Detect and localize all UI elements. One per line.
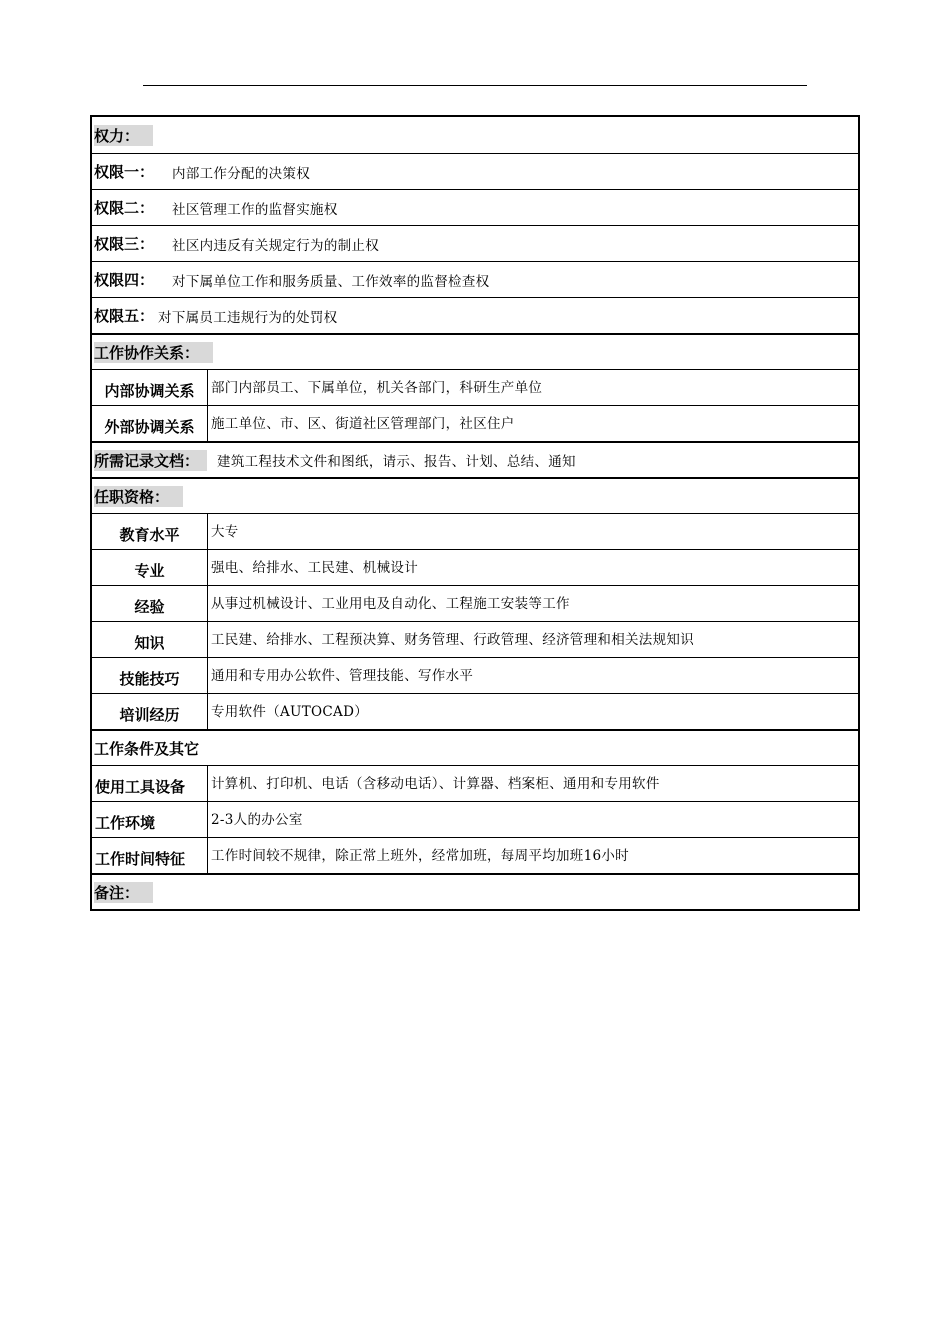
qualifications-title: 任职资格： <box>94 486 183 507</box>
cooperation-row <box>92 405 858 441</box>
cooperation-value: 施工单位、市、区、街道社区管理部门，社区住户 <box>211 415 515 432</box>
records-value: 建筑工程技术文件和图纸，请示、报告、计划、总结、通知 <box>217 454 576 470</box>
condition-row <box>92 837 858 873</box>
qualification-label: 知识 <box>134 635 165 652</box>
remarks-label: 备注： <box>94 882 153 903</box>
authority-row <box>92 261 858 297</box>
qualification-value: 强电、给排水、工民建、机械设计 <box>211 559 418 576</box>
authority-title-row <box>92 117 858 153</box>
qualification-row <box>92 693 858 729</box>
condition-label: 使用工具设备 <box>95 779 186 796</box>
authority-text: 对下属员工违规行为的处罚权 <box>158 309 338 326</box>
qualification-label: 培训经历 <box>119 707 180 724</box>
qualification-value: 通用和专用办公软件、管理技能、写作水平 <box>211 667 474 684</box>
header-rule <box>143 85 807 86</box>
qualification-row <box>92 621 858 657</box>
authority-row <box>92 225 858 261</box>
cooperation-title-row <box>92 333 858 369</box>
authority-row <box>92 189 858 225</box>
job-description-table <box>90 115 860 911</box>
qualification-row <box>92 585 858 621</box>
condition-label: 工作环境 <box>95 815 156 832</box>
authority-label: 权限四： <box>94 272 155 289</box>
qualification-label: 技能技巧 <box>119 671 180 688</box>
qualification-label: 经验 <box>134 599 165 616</box>
condition-value: 计算机、打印机、电话（含移动电话）、计算器、档案柜、通用和专用软件 <box>211 775 660 792</box>
cooperation-label: 内部协调关系 <box>104 383 195 400</box>
authority-label: 权限一： <box>94 164 155 181</box>
qualification-row <box>92 513 858 549</box>
qualifications-title-row <box>92 477 858 513</box>
records-row <box>92 441 858 477</box>
qualification-label: 教育水平 <box>119 527 180 544</box>
cooperation-label: 外部协调关系 <box>104 419 195 436</box>
remarks-row <box>92 873 858 909</box>
authority-label: 权限三： <box>94 236 155 253</box>
conditions-title-row <box>92 729 858 765</box>
condition-row <box>92 765 858 801</box>
condition-value: 工作时间较不规律，除正常上班外，经常加班，每周平均加班16小时 <box>211 847 629 864</box>
authority-text: 社区管理工作的监督实施权 <box>172 201 338 218</box>
cooperation-title: 工作协作关系： <box>94 342 213 363</box>
conditions-title: 工作条件及其它 <box>94 740 200 758</box>
condition-label: 工作时间特征 <box>95 851 186 868</box>
authority-row <box>92 153 858 189</box>
qualification-row <box>92 657 858 693</box>
condition-value: 2-3人的办公室 <box>211 811 303 828</box>
qualification-value: 从事过机械设计、工业用电及自动化、工程施工安装等工作 <box>211 595 570 612</box>
authority-label: 权限二： <box>94 200 155 217</box>
qualification-value: 大专 <box>211 523 239 540</box>
authority-title: 权力： <box>94 125 153 146</box>
qualification-value: 专用软件（AUTOCAD） <box>211 703 369 720</box>
authority-text: 内部工作分配的决策权 <box>172 165 311 182</box>
authority-text: 对下属单位工作和服务质量、工作效率的监督检查权 <box>172 273 490 290</box>
qualification-label: 专业 <box>134 563 165 580</box>
cooperation-row <box>92 369 858 405</box>
authority-row <box>92 297 858 333</box>
authority-text: 社区内违反有关规定行为的制止权 <box>172 237 380 254</box>
authority-label: 权限五： <box>94 308 155 325</box>
qualification-value: 工民建、给排水、工程预决算、财务管理、行政管理、经济管理和相关法规知识 <box>211 631 694 648</box>
records-label: 所需记录文档： <box>94 450 207 471</box>
cooperation-value: 部门内部员工、下属单位，机关各部门，科研生产单位 <box>211 379 543 396</box>
condition-row <box>92 801 858 837</box>
qualification-row <box>92 549 858 585</box>
